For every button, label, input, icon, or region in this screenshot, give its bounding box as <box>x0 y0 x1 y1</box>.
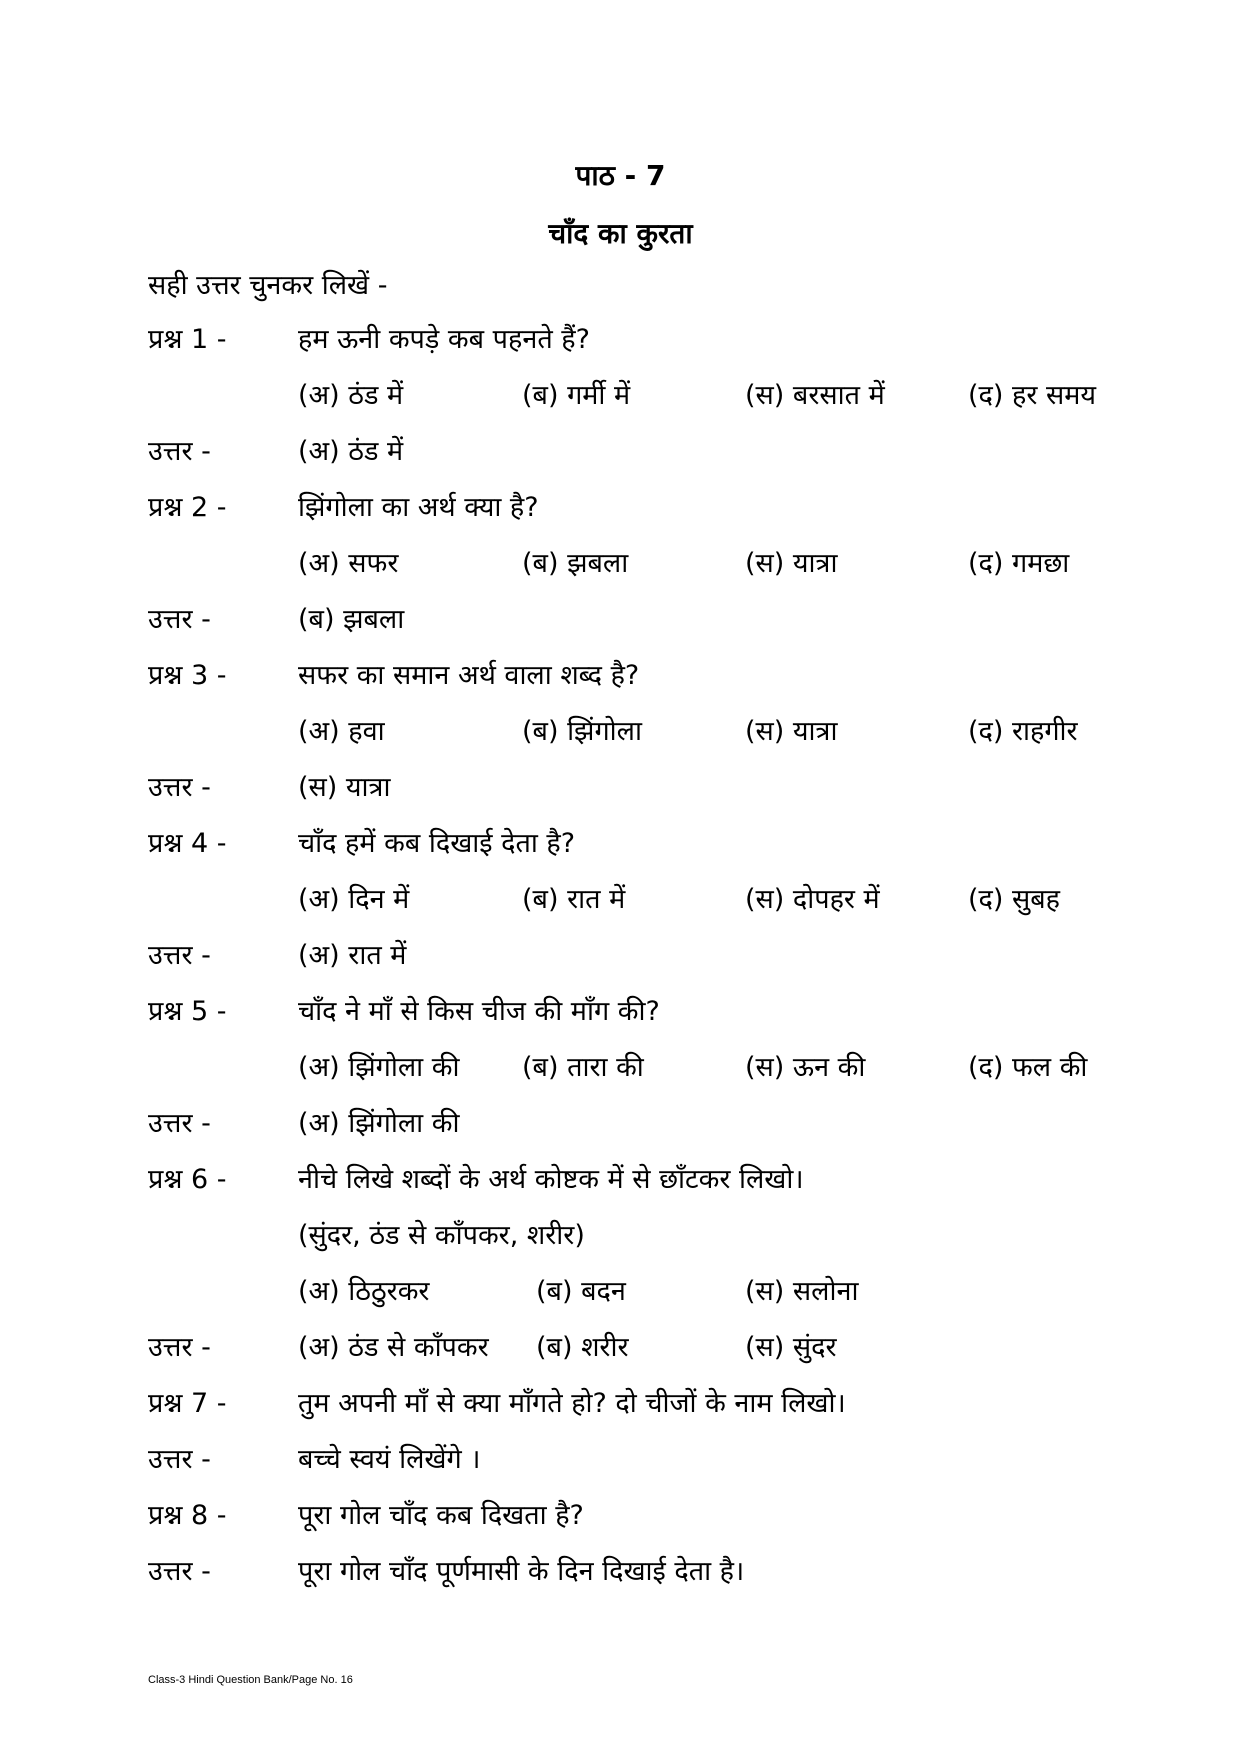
answer-text: (ब) झबला <box>298 604 405 635</box>
option: (अ) ठंड में <box>298 380 404 411</box>
word-bank-hint: (सुंदर, ठंड से काँपकर, शरीर) <box>298 1220 585 1251</box>
option: (अ) झिंगोला की <box>298 1052 460 1083</box>
answer-label: उत्तर - <box>148 604 211 635</box>
lesson-title: चाँद का कुरता <box>548 217 693 250</box>
answer-text: (अ) झिंगोला की <box>298 1108 460 1139</box>
question-label: प्रश्न 6 - <box>148 1164 227 1195</box>
option: (स) सलोना <box>745 1276 859 1307</box>
option: (अ) ठिठुरकर <box>298 1276 430 1307</box>
option: (द) राहगीर <box>968 716 1078 747</box>
question-label: प्रश्न 8 - <box>148 1500 227 1531</box>
question-text: हम ऊनी कपड़े कब पहनते हैं? <box>298 324 590 355</box>
question-label: प्रश्न 1 - <box>148 324 227 355</box>
answer-text: पूरा गोल चाँद पूर्णमासी के दिन दिखाई देता है। <box>298 1556 745 1587</box>
option: (द) फल की <box>968 1052 1088 1083</box>
option: (स) यात्रा <box>745 716 838 747</box>
option: (स) यात्रा <box>745 548 838 579</box>
option: (अ) दिन में <box>298 884 410 915</box>
option: (ब) बदन <box>536 1276 626 1307</box>
question-text: पूरा गोल चाँद कब दिखता है? <box>298 1500 584 1531</box>
answer-label: उत्तर - <box>148 1556 211 1587</box>
answer-label: उत्तर - <box>148 1444 211 1475</box>
answer-part: (अ) ठंड से काँपकर <box>298 1332 489 1363</box>
question-text: तुम अपनी माँ से क्या माँगते हो? दो चीजों के नाम लिखो। <box>298 1388 846 1419</box>
answer-label: उत्तर - <box>148 940 211 971</box>
question-text: चाँद हमें कब दिखाई देता है? <box>298 828 576 859</box>
option: (द) हर समय <box>968 380 1097 411</box>
option: (अ) सफर <box>298 548 399 579</box>
answer-label: उत्तर - <box>148 436 211 467</box>
option: (स) ऊन की <box>745 1052 866 1083</box>
question-text: झिंगोला का अर्थ क्या है? <box>298 492 539 523</box>
answer-text: (स) यात्रा <box>298 772 391 803</box>
question-label: प्रश्न 4 - <box>148 828 227 859</box>
question-label: प्रश्न 5 - <box>148 996 227 1027</box>
question-label: प्रश्न 7 - <box>148 1388 227 1419</box>
option: (द) गमछा <box>968 548 1070 579</box>
answer-part: (ब) शरीर <box>536 1332 629 1363</box>
option: (ब) झिंगोला <box>522 716 642 747</box>
option: (ब) रात में <box>522 884 626 915</box>
question-label: प्रश्न 3 - <box>148 660 227 691</box>
option: (अ) हवा <box>298 716 385 747</box>
question-text: सफर का समान अर्थ वाला शब्द है? <box>298 660 640 691</box>
answer-label: उत्तर - <box>148 1332 211 1363</box>
instruction: सही उत्तर चुनकर लिखें - <box>148 270 388 301</box>
answer-label: उत्तर - <box>148 1108 211 1139</box>
answer-part: (स) सुंदर <box>745 1332 837 1363</box>
answer-text: (अ) ठंड में <box>298 436 404 467</box>
question-text: नीचे लिखे शब्दों के अर्थ कोष्टक में से छाँटकर लिखो। <box>298 1164 804 1195</box>
question-label: प्रश्न 2 - <box>148 492 227 523</box>
lesson-number: पाठ - 7 <box>575 159 666 192</box>
question-text: चाँद ने माँ से किस चीज की माँग की? <box>298 996 660 1027</box>
option: (द) सुबह <box>968 884 1060 915</box>
page-footer: Class-3 Hindi Question Bank/Page No. 16 <box>148 1674 353 1686</box>
option: (ब) झबला <box>522 548 629 579</box>
answer-label: उत्तर - <box>148 772 211 803</box>
option: (स) दोपहर में <box>745 884 880 915</box>
option: (ब) गर्मी में <box>522 380 631 411</box>
option: (स) बरसात में <box>745 380 885 411</box>
answer-text: बच्चे स्वयं लिखेंगे । <box>298 1444 481 1475</box>
answer-text: (अ) रात में <box>298 940 407 971</box>
option: (ब) तारा की <box>522 1052 644 1083</box>
